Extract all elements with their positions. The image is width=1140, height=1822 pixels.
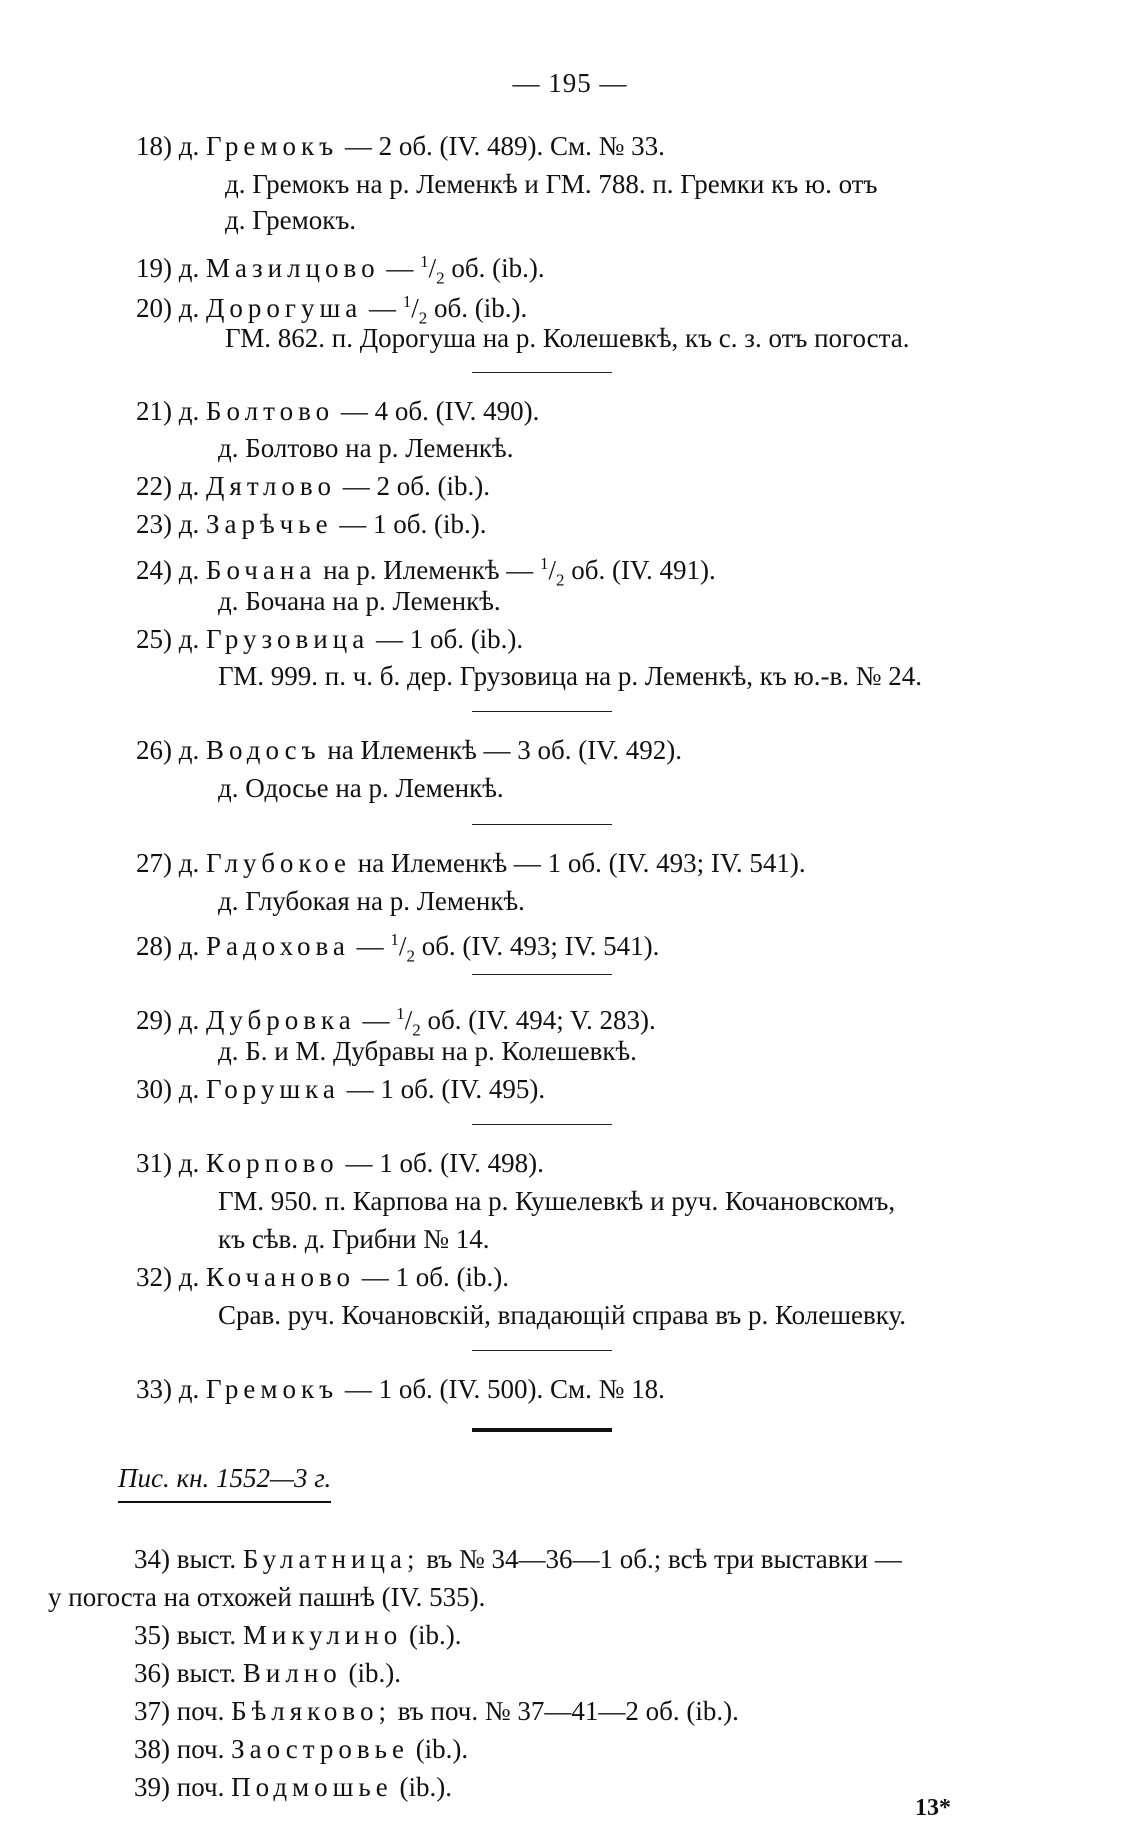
- section-heading: Пис. кн. 1552—3 г.: [118, 1462, 331, 1503]
- entry-37: 37) поч. Бѣляково; въ поч. № 37—41—2 об. (ib.).: [134, 1696, 739, 1726]
- separator: [472, 1350, 612, 1351]
- entry-27-note: д. Глубокая на р. Леменкѣ.: [218, 886, 525, 916]
- entry-18-note-2: д. Гремокъ.: [225, 205, 357, 235]
- entry-34-note: у погоста на отхожей пашнѣ (IV. 535).: [48, 1582, 486, 1612]
- entry-34: 34) выст. Булатница; въ № 34—36—1 об.; всѣ три выставки —: [134, 1544, 902, 1574]
- entry-29-note: д. Б. и М. Дубравы на р. Колешевкѣ.: [218, 1036, 637, 1066]
- entry-20: 20) д. Дорогуша — $^1/_2$ об. (ib.).: [136, 292, 528, 328]
- separator: [472, 711, 612, 712]
- entry-36: 36) выст. Вилно (ib.).: [134, 1658, 402, 1688]
- separator: [472, 372, 612, 373]
- entry-22: 22) д. Дятлово — 2 об. (ib.).: [136, 471, 490, 501]
- entry-19: 19) д. Мазилцово — $^1/_2$ об. (ib.).: [136, 252, 545, 288]
- entry-30: 30) д. Горушка — 1 об. (IV. 495).: [136, 1074, 546, 1104]
- entry-20-note: ГМ. 862. п. Дорогуша на р. Колешевкѣ, къ с. з. отъ погоста.: [225, 323, 910, 353]
- entry-31-note-2: къ сѣв. д. Грибни № 14.: [218, 1224, 490, 1254]
- entry-28: 28) д. Радохова — $^1/_2$ об. (IV. 493; IV. 541).: [136, 930, 660, 966]
- section-divider: [472, 1428, 612, 1432]
- separator: [472, 824, 612, 825]
- signature-mark: 13*: [915, 1795, 951, 1821]
- entry-18: 18) д. Гремокъ — 2 об. (IV. 489). См. № 33.: [136, 131, 665, 161]
- entry-24: 24) д. Бочана на р. Илеменкѣ — $^1/_2$ об. (IV. 491).: [136, 554, 716, 590]
- entry-29: 29) д. Дубровка — $^1/_2$ об. (IV. 494; V. 283).: [136, 1004, 656, 1040]
- entry-31: 31) д. Корпово — 1 об. (IV. 498).: [136, 1148, 544, 1178]
- entry-24-note: д. Бочана на р. Леменкѣ.: [218, 586, 501, 616]
- entry-35: 35) выст. Микулино (ib.).: [134, 1620, 462, 1650]
- entry-27: 27) д. Глубокое на Илеменкѣ — 1 об. (IV. 493; IV. 541).: [136, 848, 806, 878]
- entry-26-note: д. Одосье на р. Леменкѣ.: [218, 773, 504, 803]
- separator: [472, 974, 612, 975]
- entry-25-note: ГМ. 999. п. ч. б. дер. Грузовица на р. Леменкѣ, къ ю.-в. № 24.: [218, 661, 923, 691]
- entry-39: 39) поч. Подмошье (ib.).: [134, 1772, 452, 1802]
- entry-25: 25) д. Грузовица — 1 об. (ib.).: [136, 624, 524, 654]
- entry-32-note: Срав. руч. Кочановскій, впадающій справа въ р. Колешевку.: [218, 1300, 907, 1330]
- entry-26: 26) д. Водосъ на Илеменкѣ — 3 об. (IV. 492).: [136, 735, 683, 765]
- entry-38: 38) поч. Заостровье (ib.).: [134, 1734, 469, 1764]
- entry-23: 23) д. Зарѣчье — 1 об. (ib.).: [136, 509, 487, 539]
- entry-21: 21) д. Болтово — 4 об. (IV. 490).: [136, 396, 540, 426]
- entry-21-note: д. Болтово на р. Леменкѣ.: [218, 433, 514, 463]
- page-number: — 195 —: [512, 68, 628, 98]
- entry-32: 32) д. Кочаново — 1 об. (ib.).: [136, 1262, 510, 1292]
- entry-33: 33) д. Гремокъ — 1 об. (IV. 500). См. № 18.: [136, 1374, 665, 1404]
- separator: [472, 1124, 612, 1125]
- entry-31-note-1: ГМ. 950. п. Карпова на р. Кушелевкѣ и руч. Кочановскомъ,: [218, 1186, 896, 1216]
- entry-18-note-1: д. Гремокъ на р. Леменкѣ и ГМ. 788. п. Гремки къ ю. отъ: [225, 169, 878, 199]
